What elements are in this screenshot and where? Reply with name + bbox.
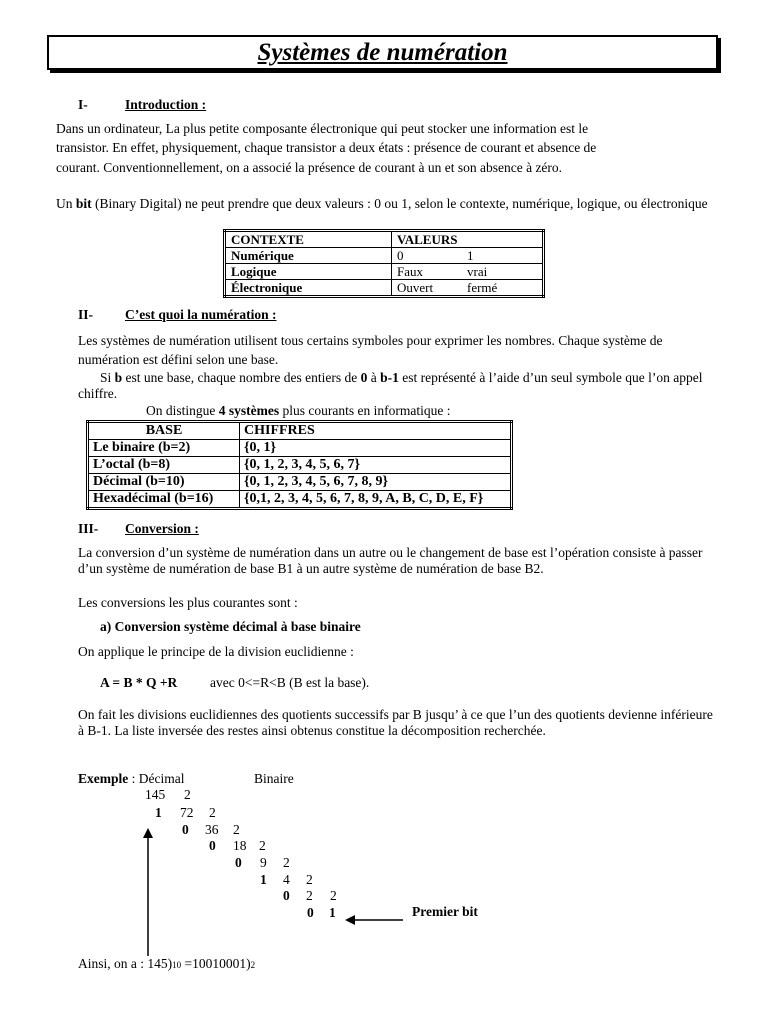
division-divisor-6: 2 [330, 888, 337, 903]
result-base-10: 10 [172, 960, 182, 970]
division-divisor-4: 2 [283, 855, 290, 870]
cell-digits: {0, 1, 2, 3, 4, 5, 6, 7, 8, 9} [240, 474, 512, 491]
cell-context: Numérique [225, 248, 392, 264]
division-remainder-2: 0 [182, 822, 189, 837]
division-divisor-3: 2 [259, 838, 266, 853]
premier-bit-label: Premier bit [412, 904, 478, 919]
bases-table [86, 420, 513, 510]
page-title: Systèmes de numération [257, 39, 508, 66]
conversion-subtitle-a: a) Conversion système décimal à base binaire [100, 619, 361, 634]
example-label-line [78, 771, 184, 787]
np3-b: 4 systèmes [218, 403, 280, 418]
conversion-paragraph-1: La conversion d’un système de numération dans un autre ou le changement de base est l’opération consiste à passer d’un système de numération de base B1 à un autre système de numération de base B2. [78, 545, 703, 576]
np2-g: est représenté à l’aide d’un seul symbole que l’on appel chiffre. [78, 370, 703, 401]
value-2: 1 [467, 248, 474, 263]
intro-line-2: transistor. En effet, physiquement, chaque transistor a deux états : présence de courant et absence de [56, 140, 597, 155]
cell-digits: {0,1, 2, 3, 4, 5, 6, 7, 8, 9, A, B, C, D, E, F} [240, 491, 512, 509]
context-table [223, 229, 545, 298]
conversion-paragraph-2: Les conversions les plus courantes sont : [78, 595, 298, 610]
np2-e: à [367, 370, 381, 385]
np2-f: b-1 [380, 370, 399, 385]
division-divisor-5: 2 [306, 872, 313, 887]
formula: A = B * Q +R [100, 675, 178, 690]
np2-a: Si [100, 370, 115, 385]
cell-digits: {0, 1, 2, 3, 4, 5, 6, 7} [240, 457, 512, 474]
table-row [225, 264, 544, 280]
cell-base: L’octal (b=8) [88, 457, 240, 474]
section-3-title: Conversion : [125, 521, 199, 536]
section-2-title: C’est quoi la numération : [125, 307, 277, 322]
header-valeurs: VALEURS [392, 231, 544, 248]
division-divisor-2: 2 [233, 822, 240, 837]
division-quotient-4: 9 [260, 855, 267, 870]
table-row [225, 231, 544, 248]
intro-line-3: courant. Conventionnellement, on a associé la présence de courant à un et son absence à zéro. [56, 160, 563, 175]
division-remainder-7: 0 [307, 905, 314, 920]
formula-condition: avec 0<=R<B (B est la base). [210, 675, 370, 690]
division-remainder-3: 0 [209, 838, 216, 853]
table-row [88, 457, 512, 474]
result-mid: =10010001) [181, 956, 251, 971]
value-1: Faux [397, 264, 423, 279]
np2-b: b [114, 370, 123, 385]
np3-a: On distingue [146, 403, 219, 418]
table-row [88, 422, 512, 440]
numeration-paragraph-3 [146, 403, 450, 419]
value-2: fermé [467, 280, 498, 295]
section-1-number: I- [78, 97, 88, 112]
cell-base: Le binaire (b=2) [88, 440, 240, 457]
np2-c: est une base, chaque nombre des entiers de [122, 370, 361, 385]
example-decimal: : Décimal [128, 771, 185, 786]
division-quotient-1: 72 [180, 805, 194, 820]
np3-c: plus courants en informatique : [279, 403, 451, 418]
cell-values [392, 280, 544, 297]
intro-line-1: Dans un ordinateur, La plus petite composante électronique qui peut stocker une information est le [56, 121, 589, 136]
title-box [47, 35, 718, 70]
numeration-paragraph-1: Les systèmes de numération utilisent tous certains symboles pour exprimer les nombres. Chaque système de numération est défini selon une base. [78, 333, 663, 367]
cell-values [392, 248, 544, 264]
value-2: vrai [467, 264, 488, 279]
table-row [88, 474, 512, 491]
section-2-number: II- [78, 307, 94, 322]
up-arrow-icon [138, 828, 158, 958]
division-remainder-5: 1 [260, 872, 267, 887]
numeration-paragraph-2 [78, 370, 718, 402]
bit-paragraph [56, 195, 716, 212]
division-quotient-3: 18 [233, 838, 247, 853]
division-quotient-7: 1 [329, 905, 336, 920]
example-label: Exemple [78, 771, 129, 786]
table-row [88, 491, 512, 509]
division-quotient-2: 36 [205, 822, 219, 837]
bit-post: (Binary Digital) ne peut prendre que deux valeurs : 0 ou 1, selon le contexte, numérique, logique, ou électronique [91, 196, 708, 211]
division-divisor-1: 2 [209, 805, 216, 820]
section-3-number: III- [78, 521, 99, 536]
cell-values [392, 264, 544, 280]
conversion-paragraph-4: On fait les divisions euclidiennes des quotients successifs par B jusqu’ à ce que l’un des quotients devienne inférieure à B-1. La liste inversée des restes ainsi obtenus constitue la décomposition recherchée. [78, 707, 713, 738]
division-divisor-0: 2 [184, 787, 191, 802]
table-row [225, 248, 544, 264]
value-1: Ouvert [397, 280, 434, 295]
value-1: 0 [397, 248, 404, 263]
division-remainder-6: 0 [283, 888, 290, 903]
result-pre: Ainsi, on a : 145) [78, 956, 173, 971]
cell-context: Logique [225, 264, 392, 280]
division-quotient-5: 4 [283, 872, 290, 887]
cell-digits: {0, 1} [240, 440, 512, 457]
np2-d: 0 [360, 370, 368, 385]
example-binaire: Binaire [254, 771, 294, 786]
header-chiffres: CHIFFRES [240, 422, 512, 440]
result-line [78, 956, 255, 972]
bit-word: bit [75, 196, 92, 211]
bit-pre: Un [56, 196, 76, 211]
section-1-title: Introduction : [125, 97, 207, 112]
division-quotient-6: 2 [306, 888, 313, 903]
division-remainder-4: 0 [235, 855, 242, 870]
cell-base: Hexadécimal (b=16) [88, 491, 240, 509]
table-row [88, 440, 512, 457]
cell-base: Décimal (b=10) [88, 474, 240, 491]
header-base: BASE [88, 422, 240, 440]
result-base-2: 2 [250, 960, 256, 970]
cell-context: Électronique [225, 280, 392, 297]
header-contexte: CONTEXTE [225, 231, 392, 248]
division-remainder-1: 1 [155, 805, 162, 820]
conversion-paragraph-3: On applique le principe de la division euclidienne : [78, 644, 354, 659]
table-row [225, 280, 544, 297]
left-arrow-icon [345, 913, 405, 927]
division-quotient-0: 145 [145, 787, 166, 802]
